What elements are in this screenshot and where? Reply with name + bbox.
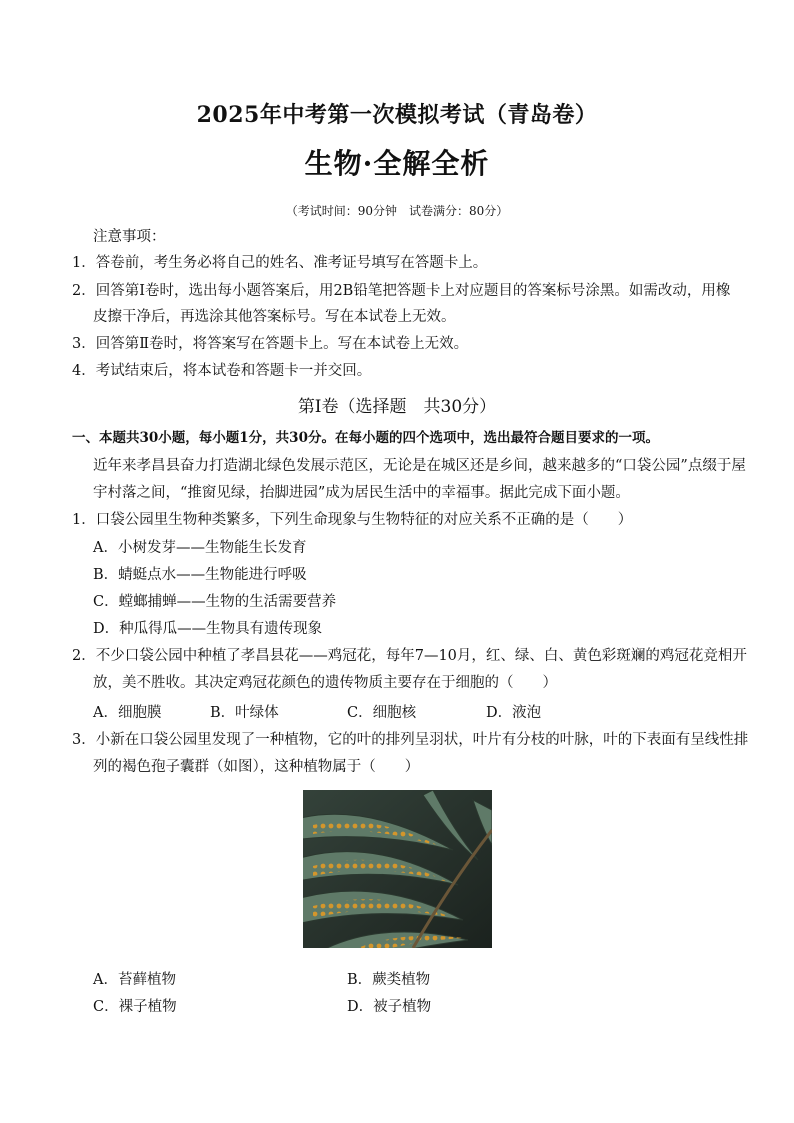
section-title: 第Ⅰ卷（选择题 共30分） [297,397,497,417]
question-2-option-d: D．液泡 [486,705,542,721]
question-2-stem-line-2: 放，美不胜收。其决定鸡冠花颜色的遗传物质主要存在于细胞的（ ） [93,675,557,691]
question-1-stem: 1．口袋公园里生物种类繁多，下列生命现象与生物特征的对应关系不正确的是（ ） [72,512,633,528]
exam-time-score-info: （考试时间：90分钟 试卷满分：80分） [285,204,509,218]
section-instruction: 一、本题共30小题，每小题1分，共30分。在每小题的四个选项中，选出最符合题目要求的一项。 [72,430,659,446]
exam-subtitle: 生物·全解全析 [304,147,490,180]
question-2-stem-line-1: 2．不少口袋公园中种植了孝昌县花——鸡冠花，每年7—10月，红、绿、白、黄色彩斑斓的鸡冠花竞相开 [72,648,747,664]
question-3-option-d: D．被子植物 [347,999,432,1015]
notice-item-2-cont: 皮擦干净后，再选涂其他答案标号。写在本试卷上无效。 [93,309,456,325]
notice-item-3: 3．回答第Ⅱ卷时，将答案写在答题卡上。写在本试卷上无效。 [72,336,469,352]
exam-title: 2025年中考第一次模拟考试（青岛卷） [196,102,598,128]
question-3-stem-line-2: 列的褐色孢子囊群（如图），这种植物属于（ ） [93,759,420,775]
question-1-option-a: A．小树发芽——生物能生长发育 [93,540,307,556]
notice-item-4: 4．考试结束后，将本试卷和答题卡一并交回。 [72,363,372,379]
question-2-option-a: A．细胞膜 [93,705,162,721]
notice-heading: 注意事项： [93,229,166,245]
question-1-option-b: B．蜻蜓点水——生物能进行呼吸 [93,567,307,583]
notice-item-1: 1．答卷前，考生务必将自己的姓名、准考证号填写在答题卡上。 [72,255,488,271]
intro-line-2: 宇村落之间，“推窗见绿，抬脚进园”成为居民生活中的幸福事。据此完成下面小题。 [93,485,630,501]
question-1-option-c: C．螳螂捕蝉——生物的生活需要营养 [93,594,337,610]
intro-line-1: 近年来孝昌县奋力打造湖北绿色发展示范区，无论是在城区还是乡间，越来越多的“口袋公园”点缀于屋 [93,458,746,474]
fern-frond-image [303,790,492,948]
question-2-option-c: C．细胞核 [347,705,417,721]
question-1-option-d: D．种瓜得瓜——生物具有遗传现象 [93,621,323,637]
notice-item-2: 2．回答第Ⅰ卷时，选出每小题答案后，用2B铅笔把答题卡上对应题目的答案标号涂黑。如需改动，用橡 [72,283,731,299]
question-3-option-b: B．蕨类植物 [347,972,431,988]
question-3-stem-line-1: 3．小新在口袋公园里发现了一种植物，它的叶的排列呈羽状，叶片有分枝的叶脉，叶的下表面有呈线性排 [72,732,749,748]
question-2-option-b: B．叶绿体 [210,705,279,721]
question-3-option-c: C．裸子植物 [93,999,177,1015]
question-3-option-a: A．苔藓植物 [93,972,176,988]
